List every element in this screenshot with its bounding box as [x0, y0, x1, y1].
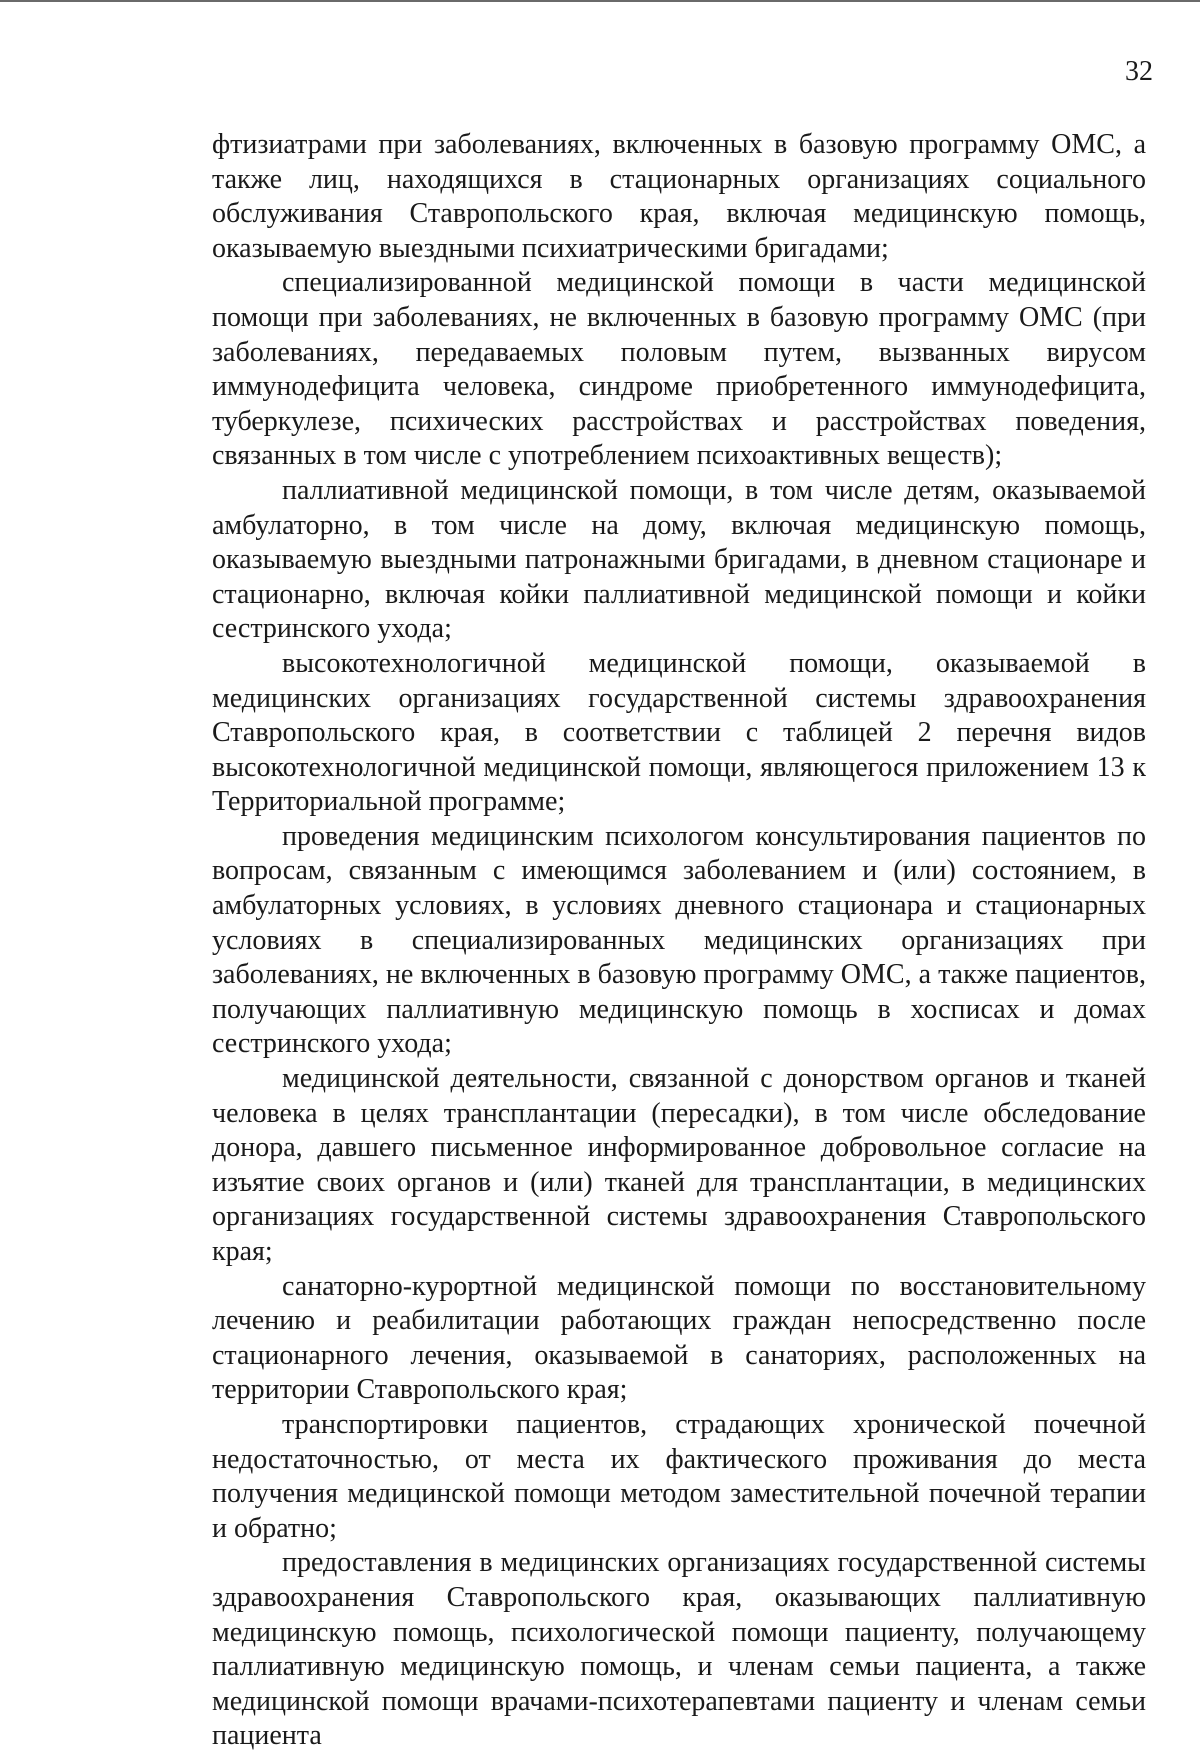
paragraph-sanatorium-care: санаторно-курортной медицинской помощи по восстановительному лечению и реабилитации работающих граждан непосредственно после стационарного лечения, оказываемой в санаториях, расположенных на территории Ставропольского края; — [212, 1270, 1146, 1406]
paragraph-specialized-care: специализированной медицинской помощи в части медицинской помощи при заболеваниях, не включенных в базовую программу ОМС (при заболеваниях, передаваемых половым путем, вызванных вирусом иммунодефицита человека, синдроме приобретенного иммунодефицита, туберкулезе, психических расстройствах и расстройствах поведения, связанных в том числе с употреблением психоактивных веществ); — [212, 267, 1146, 472]
paragraph-high-tech-care: высокотехнологичной медицинской помощи, оказываемой в медицинских организациях государственной системы здравоохранения Ставропольского края, в соответствии с таблицей 2 перечня видов высокотехнологичной медицинской помощи, являющегося приложением 13 к Территориальной программе; — [212, 647, 1146, 818]
paragraph-organ-donation: медицинской деятельности, связанной с донорством органов и тканей человека в целях трансплантации (пересадки), в том числе обследование донора, давшего письменное информированное добровольное согласие на изъятие своих органов и (или) тканей для трансплантации, в медицинских организациях государственной системы здравоохранения Ставропольского края; — [212, 1063, 1146, 1267]
paragraph-continuation: фтизиатрами при заболеваниях, включенных в базовую программу ОМС, а также лиц, находящихся в стационарных организациях социального обслуживания Ставропольского края, включая медицинскую помощь, оказываемую выездными психиатрическими бригадами; — [212, 129, 1146, 264]
paragraph-patient-transport: транспортировки пациентов, страдающих хронической почечной недостаточностью, от места их фактического проживания до места получения медицинской помощи методом заместительной почечной терапии и обратно; — [212, 1408, 1146, 1544]
top-border — [0, 0, 1200, 2]
paragraph-palliative-care: паллиативной медицинской помощи, в том числе детям, оказываемой амбулаторно, в том числе на дому, включая медицинскую помощь, оказываемую выездными патронажными бригадами, в дневном стационаре и стационарно, включая койки паллиативной медицинской помощи и койки сестринского ухода; — [212, 474, 1146, 645]
paragraph-psychological-help: предоставления в медицинских организациях государственной системы здравоохранения Ставропольского края, оказывающих паллиативную медицинскую помощь, психологической помощи пациенту, получающему паллиативную медицинскую помощь, и членам семьи пациента, а также медицинской помощи врачами-психотерапевтами пациенту и членам семьи пациента — [212, 1547, 1146, 1752]
page-number: 32 — [1125, 56, 1153, 87]
document-body — [212, 128, 1146, 1754]
paragraph-psychologist-consulting: проведения медицинским психологом консультирования пациентов по вопросам, связанным с имеющимся заболеванием и (или) состоянием, в амбулаторных условиях, в условиях дневного стационара и стационарных условиях в специализированных медицинских организациях при заболеваниях, не включенных в базовую программу ОМС, а также пациентов, получающих паллиативную медицинскую помощь в хосписах и домах сестринского ухода; — [212, 820, 1146, 1060]
